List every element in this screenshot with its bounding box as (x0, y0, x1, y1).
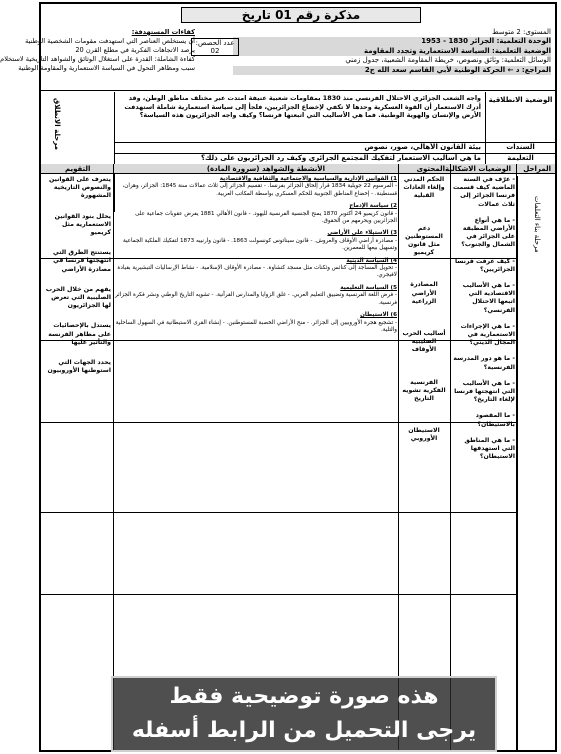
activity-heading: 4) السياسة الدينية (346, 257, 397, 264)
evaluation-header: التقويم (65, 165, 91, 173)
activity-text: - تشجيع هجرة الأوروبيين إلى الجزائر. - منح الأراضي الخصبة للمستوطنين. - إنشاء القرى الاستيطانية في السهول الساحلية والتلية. (115, 319, 397, 333)
building-phase-label: مرحلة بناء التعلمات (533, 196, 541, 253)
preview-watermark-banner (111, 676, 497, 752)
activities-header: الأنشطة والشواهد (سرورة المادة) (206, 165, 325, 173)
evaluation-item: يستدل بالإحصائيات على مظاهر الفرنسة والتأثير عليها (48, 322, 111, 346)
unit-line: الوحدة التعلمية: الجزائر 1830 - 1953 (233, 37, 551, 46)
situation-label: الوضعية الانطلاقية (485, 92, 555, 142)
sessions-count: عدد الحصص: 02 (191, 38, 239, 56)
indices-label: السندات (485, 143, 555, 153)
row-divider (41, 422, 517, 423)
questions-column (451, 176, 515, 469)
resources-line: الوسائل التعلمية: وثائق ونصوص، خريطة المقاومة الشعبية، جدول زمني (345, 56, 551, 65)
evaluation-item: يستنتج الطرق التي انتهجتها فرنسا في مصادرة الأراضي (52, 249, 111, 273)
references-line: المراجع: د ← الحركة الوطنية لأبي القاسم سعد الله ج2 (233, 66, 551, 75)
activity-block (111, 176, 397, 198)
steps-header: المراحل (523, 165, 551, 173)
evaluation-column (45, 176, 111, 387)
activity-block (111, 285, 397, 307)
question-item: - ما هو دور المدرسة الفرنسية؟ (453, 355, 515, 371)
banner-line-2: يرجى التحميل من الرابط أسفله (131, 718, 477, 743)
abilities-title: كفاءات المستهدفة: (131, 28, 195, 36)
activity-heading: 3) الاستيلاء على الأراضي (327, 230, 397, 237)
indices-text: بيئة القانون الأهالي، صور، نصوص (364, 143, 481, 151)
divider (41, 90, 555, 91)
row-divider (41, 258, 517, 259)
ability-item: أن يستخلص العناصر التي استهدفت مقومات الشخصية الوطنية (25, 37, 195, 45)
lesson-line: الوضعية التعلمية: السياسة الاستعمارية وتجدد المقاومة (233, 47, 551, 56)
row-divider (41, 340, 517, 341)
steps-column (517, 176, 555, 752)
content-header: المحتوى (416, 165, 445, 173)
activity-heading: 6) الاستيطان (360, 312, 397, 319)
content-item: دعم المستوطنين مثل قانون كريميو (405, 224, 443, 257)
lesson-sheet (0, 2, 557, 752)
evaluation-item: يفهم من خلال الحرب الصليبية التي تعرض لها الجزائريون (45, 285, 111, 310)
question-item: - ما هي المناطق التي استهدفها الاستيطان؟ (464, 436, 515, 461)
ability-item: كفاءة الشاملة: القدرة على استغلال الوثائق والشواهد التاريخية لاستخلام (0, 55, 195, 63)
target-abilities (0, 28, 195, 73)
activity-text: - قانون كريميو 24 أكتوبر 1870 يمنح الجنسية الفرنسية لليهود. - قانون الأهالي 1881 يفرض عقوبات جماعية على الجزائريين ويحرمهم من الحقوق. (135, 210, 397, 225)
activity-block (111, 258, 397, 280)
question-item: - ما هي أنواع الأراضي المطبقة على الجزائر في الشمال والجنوب؟ (461, 216, 515, 249)
banner-line-1: هذه صورة توضيحية فقط (169, 684, 439, 709)
lesson-info (233, 28, 551, 75)
question-item: - ما هي الأساليب الاقتصادية التي اتبعها الاحتلال الفرنسي؟ (462, 282, 515, 314)
content-item: الاستيطان الأوروبي (408, 427, 440, 443)
content-column (399, 176, 449, 468)
content-item: الحكم المدني وإلغاء العادات القبلية (403, 176, 445, 200)
activity-heading: 2) سياسة الإدماج (349, 203, 397, 210)
question-item: - ما هي الأساليب التي انتهجتها فرنسا لإلغاء التاريخ؟ (454, 379, 515, 404)
question-item: - كيف عرفت فرنسا الجزائريين؟ (454, 257, 515, 273)
activity-block (111, 230, 397, 252)
row-divider (41, 512, 517, 513)
activity-text: - المرسوم 22 جويلية 1834 قرار إلحاق الجزائر بفرنسا. - تقسيم الجزائر إلى ثلاث عمالات سنة 1845: الجزائر، وهران، قسنطينة. - إخضاع المناطق الجنوبية للحكم العسكري بواسطة المكاتب العربية. (122, 183, 397, 197)
question-item: - عرّف في السنة الماضية كيف قسمت فرنسا الجزائر إلى ثلاث عمالات (452, 176, 515, 208)
level-line: المستوى: 2 متوسط (492, 28, 551, 36)
activity-text: - مصادرة أراضي الأوقاف والعروش. - قانون سيناتوس كونسولت 1863. - قانون وارنييه 1873 لتفكيك الملكية الجماعية وتسهيل بيعها للمعمرين. (122, 237, 397, 252)
ability-item: سبب ومظاهر التحول في السياسة الاستعمارية والمقاومة الوطنية (18, 64, 195, 72)
instructions-text: ما هي أساليب الاستعمار لتفكيك المجتمع الجزائري وكيف رد الجزائريون على ذلك؟ (200, 154, 481, 162)
content-item: الفرنسية الفكرية تشويه التاريخ (402, 378, 446, 403)
situation-text: واجه الشعب الجزائري الاحتلال الفرنسي منذ 1830 بمقاومات شعبية عنيفة امتدت عبر مختلف مناطق الوطن، وقد أدرك الاستعمار أن القوة العسكرية وحدها لا تكفي لإخضاع الجزائريين، فلجأ إلى سياسة استعمارية شاملة استهدفت الأرض والإنسان والهوية الوطنية. فما هي الأساليب التي اتبعتها فرنسا؟ وكيف واجه الجزائريون هذه السياسة؟ (124, 94, 481, 120)
starting-phase-label: مرحلة الانطلاق (53, 98, 61, 150)
questions-header: الوضعيات الاشكالية (444, 165, 511, 173)
activity-text: - تحويل المساجد إلى كنائس وثكنات مثل مسجد كتشاوة. - مصادرة الأوقاف الإسلامية. - نشاط الإرساليات التبشيرية بقيادة لافيجري. (117, 265, 397, 279)
grid-header (41, 164, 555, 174)
question-item: - ما المقصود بالاستيطان؟ (475, 412, 515, 428)
activity-heading: 5) السياسة التعليمية (340, 284, 397, 291)
activity-block (111, 312, 397, 334)
activity-heading: 1) القوانين الإدارية والسياسية والاجتماعية والثقافية والاقتصادية (219, 176, 397, 182)
content-item: المصادرة الأراضي الزراعية (410, 281, 438, 305)
instructions-label: التعليمة (485, 154, 555, 164)
content-item: أساليب الحرب الصليبية الأوقاف (402, 330, 446, 354)
page-title: مذكرة رقم 01 تاريخ (181, 7, 421, 23)
activity-text: - فرض اللغة الفرنسية وتضييق التعليم العربي. - غلق الزوايا والمدارس القرآنية. - تشويه التاريخ الوطني ونشر فكرة الجزائر فرنسية. (115, 292, 397, 306)
evaluation-item: يحدد الجهات التي استوطنها الأوروبيون (47, 359, 111, 375)
question-item: - ما هي الإجراءات الاستعمارية في المجال الديني؟ (460, 322, 515, 347)
evaluation-item: يحلل بنود القوانين الاستعمارية مثل كريميو (54, 212, 111, 237)
activity-block (111, 203, 397, 225)
ability-item: يرصد الاتجاهات الفكرية في مطلع القرن 20 (75, 46, 195, 54)
row-divider (41, 594, 517, 595)
evaluation-item: يتعرف على القوانين والنصوص التاريخية المشهورة (48, 176, 111, 200)
